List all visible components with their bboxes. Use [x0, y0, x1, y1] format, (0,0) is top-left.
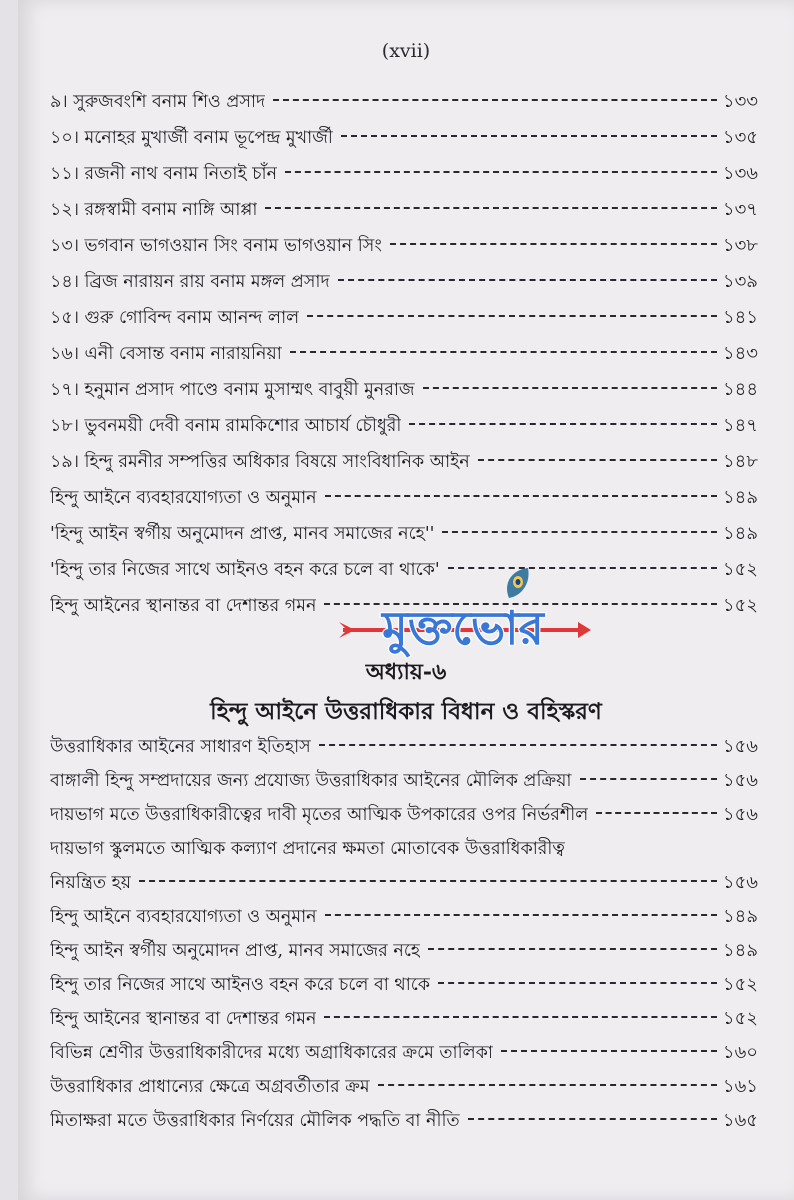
toc-entry	[50, 444, 758, 480]
toc-dotted-leader	[378, 1084, 717, 1086]
watermark-text: মুক্তভোর	[382, 601, 544, 655]
toc-entry-page: ১৪৪	[722, 379, 758, 400]
toc-entry-page: ১৩৯	[722, 271, 758, 292]
toc-dotted-leader	[390, 243, 717, 245]
toc-entry-page: ১৫৬	[722, 770, 758, 791]
toc-entry-page: ১৫২	[722, 559, 758, 580]
toc-entry-title: ১৬। এনী বেসান্ত বনাম নারায়নিয়া	[50, 344, 282, 364]
toc-entry-page: ১৪৯	[722, 906, 758, 927]
toc-dotted-leader	[285, 171, 717, 173]
toc-entry-title: উত্তরাধিকার প্রাধান্যের ক্ষেত্রে অগ্রবর্তীতার ক্রম	[50, 1077, 370, 1097]
toc-dotted-leader	[324, 1016, 717, 1018]
toc-dotted-leader	[428, 948, 717, 950]
toc-entry-page: ১৪৭	[722, 415, 758, 436]
toc-entry-page: ১৪৯	[722, 487, 758, 508]
toc-entry-page: ১৬১	[722, 1076, 758, 1097]
toc-entry-page: ১৩৫	[722, 127, 758, 148]
toc-entry-page: ১৪৮	[722, 451, 758, 472]
toc-entry	[50, 300, 758, 336]
toc-dotted-leader	[596, 812, 717, 814]
toc-entry	[50, 968, 758, 1002]
toc-entry-title: 'হিন্দু তার নিজের সাথে আইনও বহন করে চলে বা থাকে'	[50, 560, 440, 580]
toc-entry	[50, 372, 758, 408]
toc-entry-page: ১৫৬	[722, 736, 758, 757]
toc-dotted-leader	[580, 778, 717, 780]
toc-entry	[50, 336, 758, 372]
toc-entry-page: ১৩৩	[722, 91, 758, 112]
toc-entry-page: ১৬৫	[722, 1110, 758, 1131]
toc-entry-page: ১৩৬	[722, 163, 758, 184]
toc-entry-title: ১৫। গুরু গোবিন্দ বনাম আনন্দ লাল	[50, 308, 300, 328]
toc-entry	[50, 866, 758, 900]
toc-entry	[50, 1070, 758, 1104]
toc-dotted-leader	[319, 744, 717, 746]
toc-dotted-leader	[273, 99, 717, 101]
chapter-title: হিন্দু আইনে উত্তরাধিকার বিধান ও বহিস্করণ	[210, 698, 602, 725]
toc-entry-page: ১৪৯	[722, 940, 758, 961]
book-page	[18, 0, 794, 1200]
toc-entry	[50, 120, 758, 156]
toc-dotted-leader	[478, 459, 717, 461]
toc-entry-page: ১৫৬	[722, 804, 758, 825]
toc-entry	[50, 516, 758, 552]
toc-dotted-leader	[448, 567, 717, 569]
toc-entry-page: ১৬০	[722, 1042, 758, 1063]
toc-entry-title: ১৯। হিন্দু রমনীর সম্পত্তির অধিকার বিষয়ে সাংবিধানিক আইন	[50, 452, 470, 472]
toc-entry-title: ১৪। ব্রিজ নারায়ন রায় বনাম মঙ্গল প্রসাদ	[50, 272, 330, 292]
toc-entry	[50, 1104, 758, 1138]
toc-entry-title: ১৮। ভুবনময়ী দেবী বনাম রামকিশোর আচার্য চৌধুরী	[50, 416, 402, 436]
toc-entry-title: হিন্দু আইনের স্থানান্তর বা দেশান্তর গমন	[50, 596, 317, 616]
toc-entry	[50, 730, 758, 764]
toc-dotted-leader	[341, 135, 717, 137]
toc-entry-title: মিতাক্ষরা মতে উত্তরাধিকার নির্ণয়ের মৌলিক পদ্ধতি বা নীতি	[50, 1111, 460, 1131]
toc-entry	[50, 84, 758, 120]
toc-entry-title: হিন্দু আইনের স্থানান্তর বা দেশান্তর গমন	[50, 1009, 317, 1029]
chapter-label: অধ্যায়-৬	[365, 659, 447, 685]
toc-entry-title: উত্তরাধিকার আইনের সাধারণ ইতিহাস	[50, 737, 311, 757]
toc-entry	[50, 228, 758, 264]
toc-dotted-leader	[501, 1050, 717, 1052]
toc-dotted-leader	[338, 279, 717, 281]
toc-entry-page: ১৫৬	[722, 872, 758, 893]
toc-dotted-leader	[325, 495, 717, 497]
toc-entry-title: 'হিন্দু আইন স্বর্গীয় অনুমোদন প্রাপ্ত, মানব সমাজের নহে''	[50, 524, 435, 544]
toc-entry-page: ১৩৭	[722, 199, 758, 220]
toc-dotted-leader	[290, 351, 717, 353]
toc-entry	[50, 764, 758, 798]
toc-entry-title: দায়ভাগ মতে উত্তরাধিকারীত্বের দাবী মৃতের আত্মিক উপকারের ওপর নির্ভরশীল	[50, 805, 589, 825]
toc-entry	[50, 1036, 758, 1070]
toc-entry	[50, 264, 758, 300]
toc-dotted-leader	[442, 531, 716, 533]
toc-list-top	[50, 84, 758, 624]
page-number: (xvii)	[381, 40, 431, 62]
toc-entry	[50, 192, 758, 228]
toc-entry	[50, 552, 758, 588]
toc-entry	[50, 156, 758, 192]
toc-dotted-leader	[307, 315, 717, 317]
toc-entry-page: ১৩৮	[722, 235, 758, 256]
toc-dotted-leader	[325, 914, 717, 916]
toc-entry	[50, 408, 758, 444]
toc-entry-title: ১২। রঙ্গস্বামী বনাম নাঙ্গি আপ্পা	[50, 200, 258, 220]
toc-entry-page: ১৪১	[722, 307, 758, 328]
toc-entry	[50, 934, 758, 968]
toc-entry-page: ১৪৯	[722, 523, 758, 544]
toc-dotted-leader	[324, 603, 717, 605]
toc-entry-title: ১০। মনোহর মুখার্জী বনাম ভূপেন্দ্র মুখার্জী	[50, 128, 333, 148]
toc-entry	[50, 588, 758, 624]
toc-entry	[50, 900, 758, 934]
toc-entry-title: বিভিন্ন শ্রেণীর উত্তরাধিকারীদের মধ্যে অগ্রাধিকারের ক্রমে তালিকা	[50, 1043, 493, 1063]
toc-dotted-leader	[409, 423, 717, 425]
toc-dotted-leader	[468, 1118, 717, 1120]
toc-entry-page: ১৫২	[722, 974, 758, 995]
toc-entry-title: হিন্দু আইন স্বর্গীয় অনুমোদন প্রাপ্ত, মানব সমাজের নহে	[50, 941, 421, 961]
toc-entry-title: ১৭। হনুমান প্রসাদ পাণ্ডে বনাম মুসাম্মৎ বাবুয়ী মুনরাজ	[50, 380, 415, 400]
toc-list-bottom	[50, 730, 758, 1138]
toc-entry-title: হিন্দু আইনে ব্যবহারযোগ্যতা ও অনুমান	[50, 488, 317, 508]
toc-entry-title: দায়ভাগ স্কুলমতে আত্মিক কল্যাণ প্রদানের ক্ষমতা মোতাবেক উত্তরাধিকারীত্ব	[50, 839, 565, 859]
toc-entry-page: ১৫২	[722, 1008, 758, 1029]
toc-entry-title: বাঙ্গালী হিন্দু সম্প্রদায়ের জন্য প্রযোজ্য উত্তরাধিকার আইনের মৌলিক প্রক্রিয়া	[50, 771, 572, 791]
toc-entry-page: ১৫২	[722, 595, 758, 616]
toc-entry-page: ১৪৩	[722, 343, 758, 364]
toc-dotted-leader	[438, 982, 717, 984]
toc-entry-title: ৯। সুরুজবংশি বনাম শিও প্রসাদ	[50, 92, 266, 112]
toc-entry	[50, 798, 758, 832]
arrow-icon	[339, 622, 591, 638]
toc-entry-title: ১১। রজনী নাথ বনাম নিতাই চাঁন	[50, 164, 278, 184]
toc-dotted-leader	[265, 207, 717, 209]
toc-dotted-leader	[139, 880, 717, 882]
toc-entry	[50, 832, 758, 866]
toc-entry-title: নিয়ন্ত্রিত হয়	[50, 873, 132, 893]
toc-entry-title: হিন্দু তার নিজের সাথে আইনও বহন করে চলে বা থাকে	[50, 975, 431, 995]
toc-entry	[50, 1002, 758, 1036]
toc-entry-title: ১৩। ভগবান ভাগওয়ান সিং বনাম ভাগওয়ান সিং	[50, 236, 382, 256]
toc-entry-title: হিন্দু আইনে ব্যবহারযোগ্যতা ও অনুমান	[50, 907, 317, 927]
toc-entry	[50, 480, 758, 516]
toc-dotted-leader	[423, 387, 717, 389]
